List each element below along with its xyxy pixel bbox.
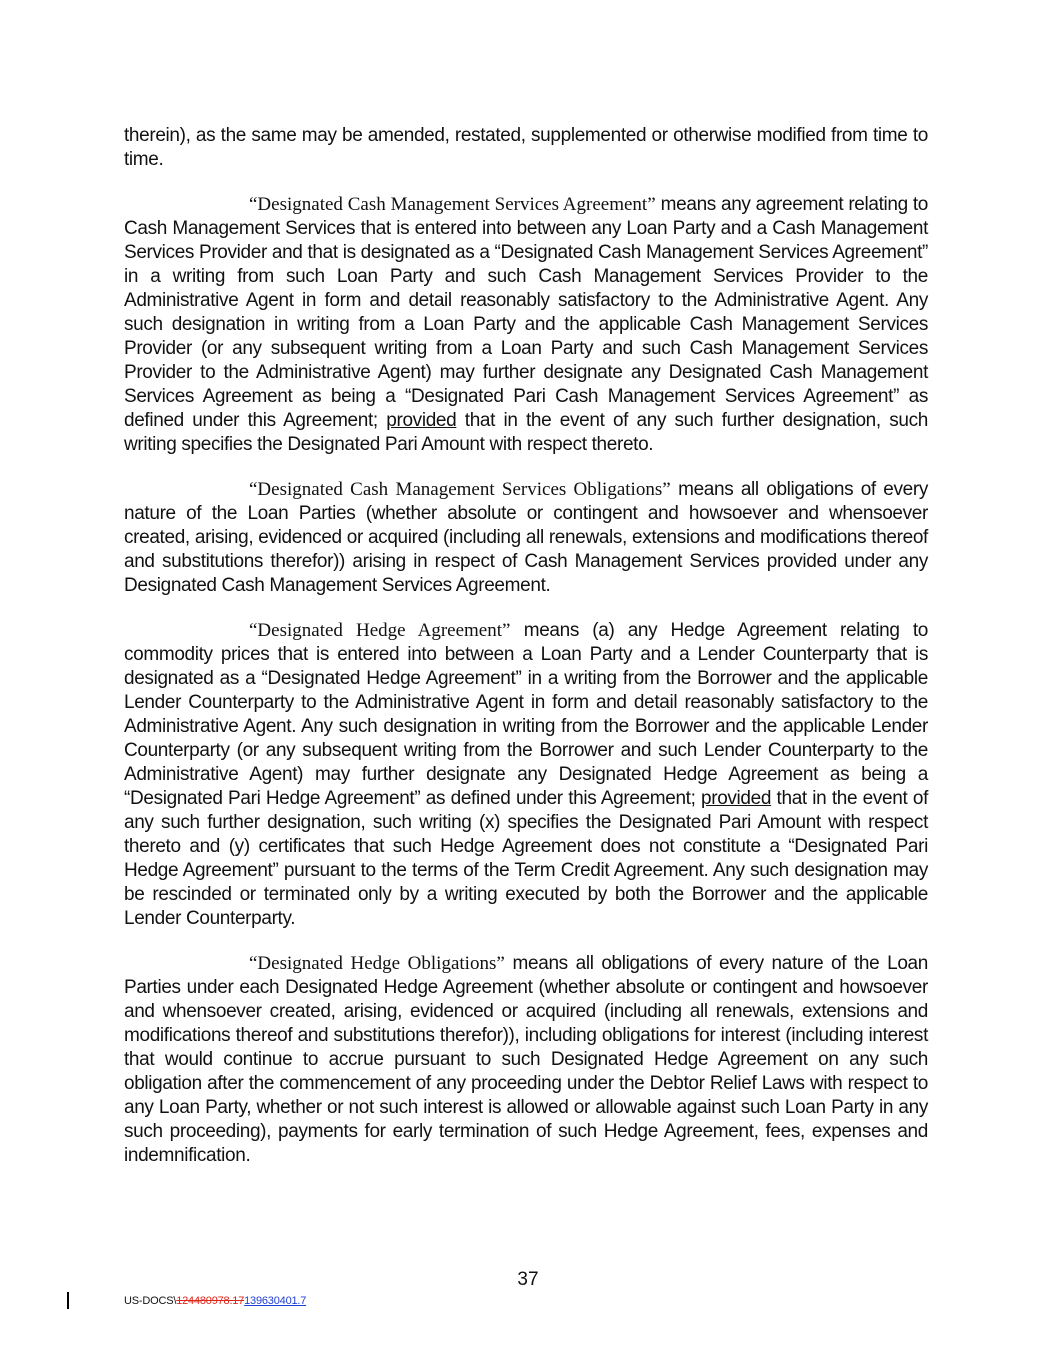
definition-designated-hedge-obligations (124, 952, 928, 1168)
continuation-paragraph: therein), as the same may be amended, restated, supplemented or otherwise modified from time to time. (124, 125, 928, 170)
definition-text-continued: that in the event of any such further designation, such writing (x) specifies the Designated Pari Amount with respect thereto and (y) certificates that such Hedge Agreement does not constitute a “Designated Pari Hedge Agreement” pursuant to the terms of the Term Credit Agreement. Any such designation may be rescinded or terminated only by a writing executed by both the Borrower and the applicable Lender Counterparty. (124, 788, 928, 929)
definition-designated-cash-management-services-obligations (124, 478, 928, 598)
document-id-footer (124, 1294, 306, 1308)
definition-designated-cash-management-services-agreement (124, 193, 928, 457)
revision-change-bar (67, 1292, 69, 1309)
provided-underlined: provided (701, 788, 772, 809)
definition-text: means any agreement relating to Cash Management Services that is entered into between any Loan Party and a Cash Management Services Provider and that is designated as a “Designated Cash Management Services Agreement” in a writing from such Loan Party and such Cash Management Services Provider to the Administrative Agent in form and detail reasonably satisfactory to the Administrative Agent. Any such designation in writing from a Loan Party and the applicable Cash Management Services Provider (or any subsequent writing from a Loan Party and such Cash Management Services Provider to the Administrative Agent) may further designate any Designated Cash Management Services Agreement as being a “Designated Pari Cash Management Services Agreement” as defined under this Agreement; (124, 194, 929, 431)
doc-id-inserted: 139630401.7 (244, 1295, 307, 1307)
definition-text: means (a) any Hedge Agreement relating to commodity prices that is entered into between a Loan Party and a Lender Counterparty that is designated as a “Designated Hedge Agreement” in a writing from the Borrower and the applicable Lender Counterparty to the Administrative Agent in form and detail reasonably satisfactory to the Administrative Agent. Any such designation in writing from the Borrower and the applicable Lender Counterparty (or any subsequent writing from the Borrower and such Lender Counterparty to the Administrative Agent) may further designate any Designated Hedge Agreement as being a “Designated Pari Hedge Agreement” as defined under this Agreement; (124, 620, 928, 809)
document-body (124, 124, 928, 1189)
defined-term: “Designated Cash Management Services Agreement” (249, 194, 656, 215)
defined-term: “Designated Hedge Obligations” (249, 953, 505, 974)
provided-underlined: provided (386, 410, 457, 431)
defined-term: “Designated Cash Management Services Obligations” (249, 479, 671, 500)
doc-id-prefix: US-DOCS\ (124, 1295, 177, 1307)
doc-id-deleted: 124480978.17 (176, 1295, 245, 1307)
defined-term: “Designated Hedge Agreement” (249, 620, 511, 641)
definition-text-continued: that in the event of any such further designation, such writing specifies the Designated Pari Amount with respect thereto. (124, 410, 928, 455)
definition-designated-hedge-agreement (124, 619, 928, 931)
definition-text: means all obligations of every nature of the Loan Parties (whether absolute or contingent and howsoever and whensoever created, arising, evidenced or acquired (including all renewals, extensions and modifications thereof and substitutions therefor)) arising in respect of Cash Management Services provided under any Designated Cash Management Services Agreement. (124, 479, 929, 596)
page-number: 37 (517, 1269, 539, 1290)
definition-text: means all obligations of every nature of the Loan Parties under each Designated Hedge Agreement (whether absolute or contingent and howsoever and whensoever created, arising, evidenced or acquired (including all renewals, extensions and modifications thereof and substitutions therefor)), including obligations for interest (including interest that would continue to accrue pursuant to such Designated Hedge Agreement on any such obligation after the commencement of any proceeding under the Debtor Relief Laws with respect to any Loan Party, whether or not such interest is allowed or allowable against such Loan Party in any such proceeding), payments for early termination of such Hedge Agreement, fees, expenses and indemnification. (124, 953, 928, 1166)
